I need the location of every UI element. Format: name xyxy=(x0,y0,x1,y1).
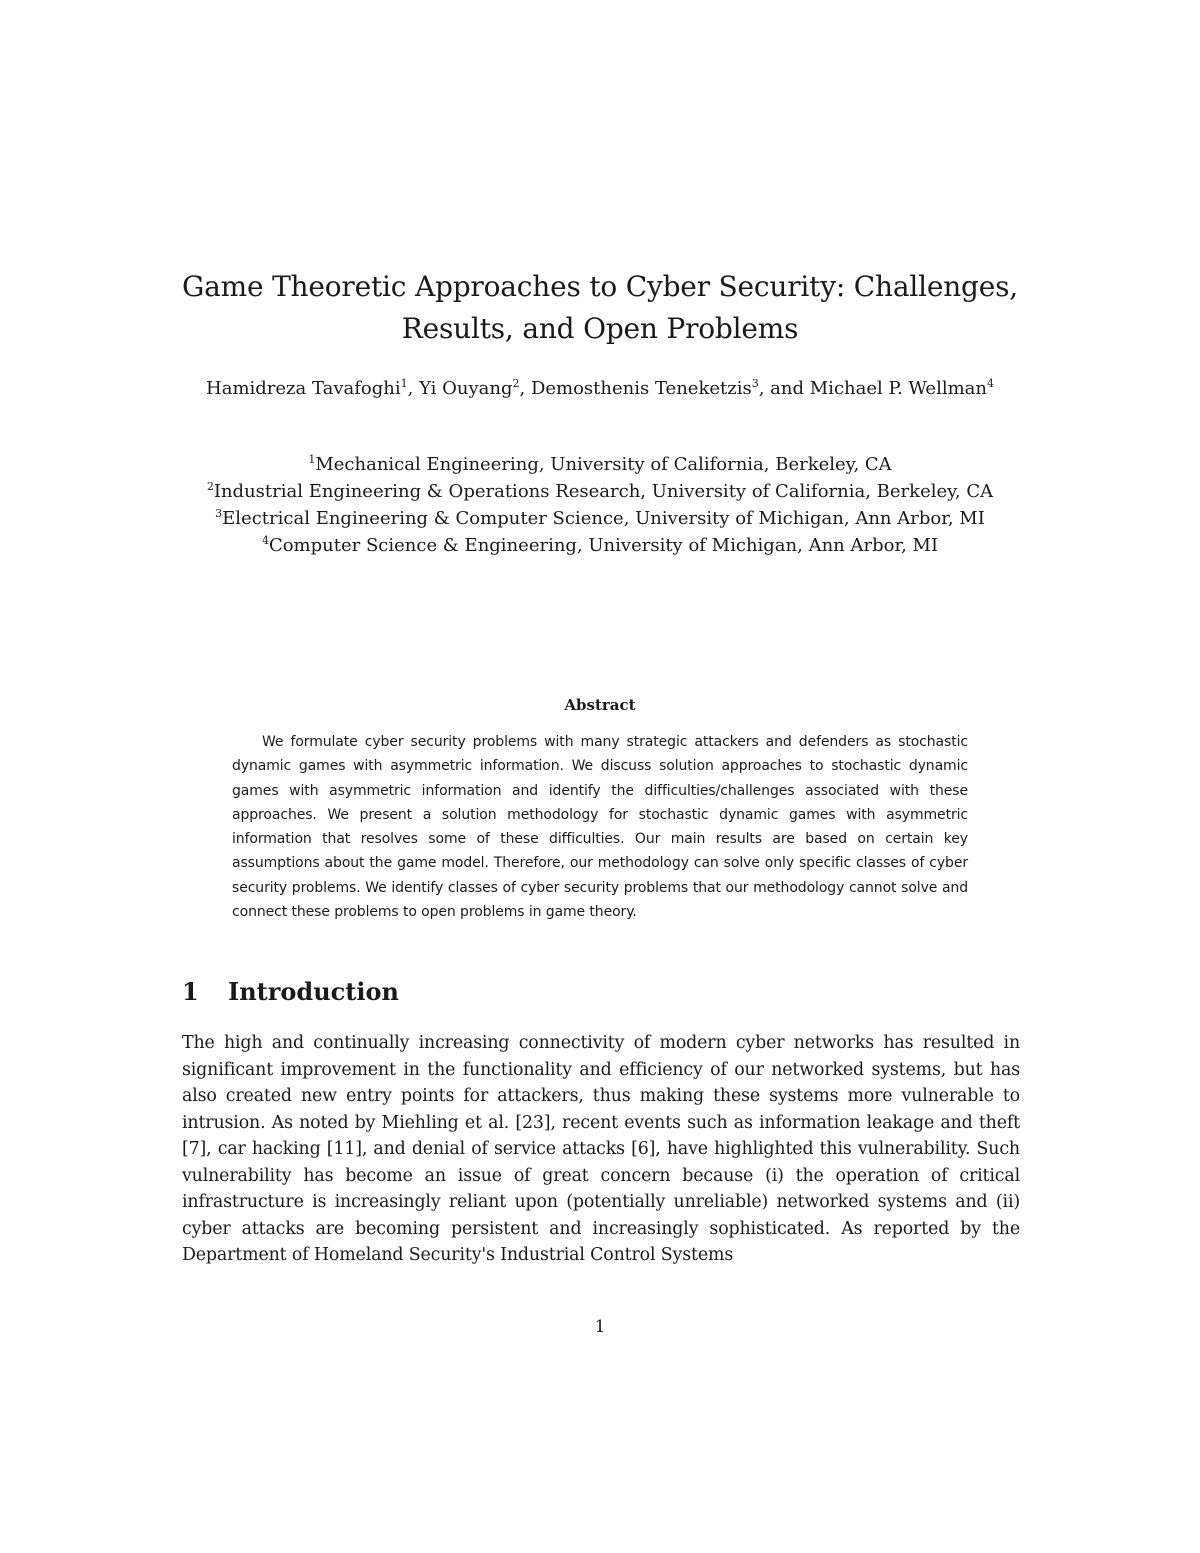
affiliation-text: Mechanical Engineering, University of California, Berkeley, CA xyxy=(315,454,892,475)
affiliation-list xyxy=(150,451,1050,559)
author-list xyxy=(150,376,1050,402)
author-affiliation-mark: 3 xyxy=(751,377,759,390)
author-affiliation-mark: 4 xyxy=(986,377,994,390)
affiliation xyxy=(150,451,1050,478)
author-separator: , xyxy=(407,378,420,399)
section-number: 1 xyxy=(182,977,199,1006)
author-affiliation-mark: 1 xyxy=(400,377,408,390)
affiliation-text: Computer Science & Engineering, University of Michigan, Ann Arbor, MI xyxy=(268,535,939,556)
affiliation-mark: 1 xyxy=(308,453,316,466)
affiliation xyxy=(150,505,1050,532)
section-title: Introduction xyxy=(228,977,399,1006)
author-name: Yi Ouyang xyxy=(419,378,513,399)
author-separator: , xyxy=(519,378,531,399)
affiliation xyxy=(150,532,1050,559)
abstract-heading: Abstract xyxy=(564,696,636,714)
affiliation-mark: 3 xyxy=(215,507,223,520)
affiliation-mark: 4 xyxy=(261,534,269,547)
author-name: Hamidreza Tavafoghi xyxy=(206,378,401,399)
author-separator: , and xyxy=(758,378,810,399)
author-affiliation-mark: 2 xyxy=(512,377,520,390)
page-number: 1 xyxy=(594,1317,606,1337)
section-heading xyxy=(182,975,982,1009)
intro-paragraph: The high and continually increasing connectivity of modern cyber networks has resulted in significant improvement in the functionality and efficiency of our networked systems, but has also created new entry points for attackers, thus making these systems more vulnerable to intrusion. As noted by Miehling et al. [23], recent events such as information leakage and theft [7], car hacking [11], and denial of service attacks [6], have highlighted this vulnerability. Such vulnerability has become an issue of great concern because (i) the operation of critical infrastructure is increasingly reliant upon (potentially unreliable) networked systems and (ii) cyber attacks are becoming persistent and increasingly sophisticated. As reported by the Department of Homeland Security's Industrial Control Systems xyxy=(182,1033,1020,1265)
affiliation-text: Electrical Engineering & Computer Science, University of Michigan, Ann Arbor, MI xyxy=(222,508,985,529)
author-name: Demosthenis Teneketzis xyxy=(530,378,752,399)
affiliation-text: Industrial Engineering & Operations Research, University of California, Berkeley, CA xyxy=(213,481,994,502)
abstract-text: We formulate cyber security problems with many strategic attackers and defenders as stochastic dynamic games with asymmetric information. We discuss solution approaches to stochastic dynamic games with asymmetric information and identify the difficulties/challenges associated with these approaches. We present a solution methodology for stochastic dynamic games with asymmetric information that resolves some of these difficulties. Our main results are based on certain key assumptions about the game model. Therefore, our methodology can solve only specific classes of cyber security problems. We identify classes of cyber security problems that our methodology cannot solve and connect these problems to open problems in game theory. xyxy=(232,734,968,921)
affiliation xyxy=(150,478,1050,505)
paper-title: Game Theoretic Approaches to Cyber Security: Challenges, Results, and Open Problems xyxy=(182,270,1018,345)
author-name: Michael P. Wellman xyxy=(809,378,987,399)
affiliation-mark: 2 xyxy=(206,480,214,493)
